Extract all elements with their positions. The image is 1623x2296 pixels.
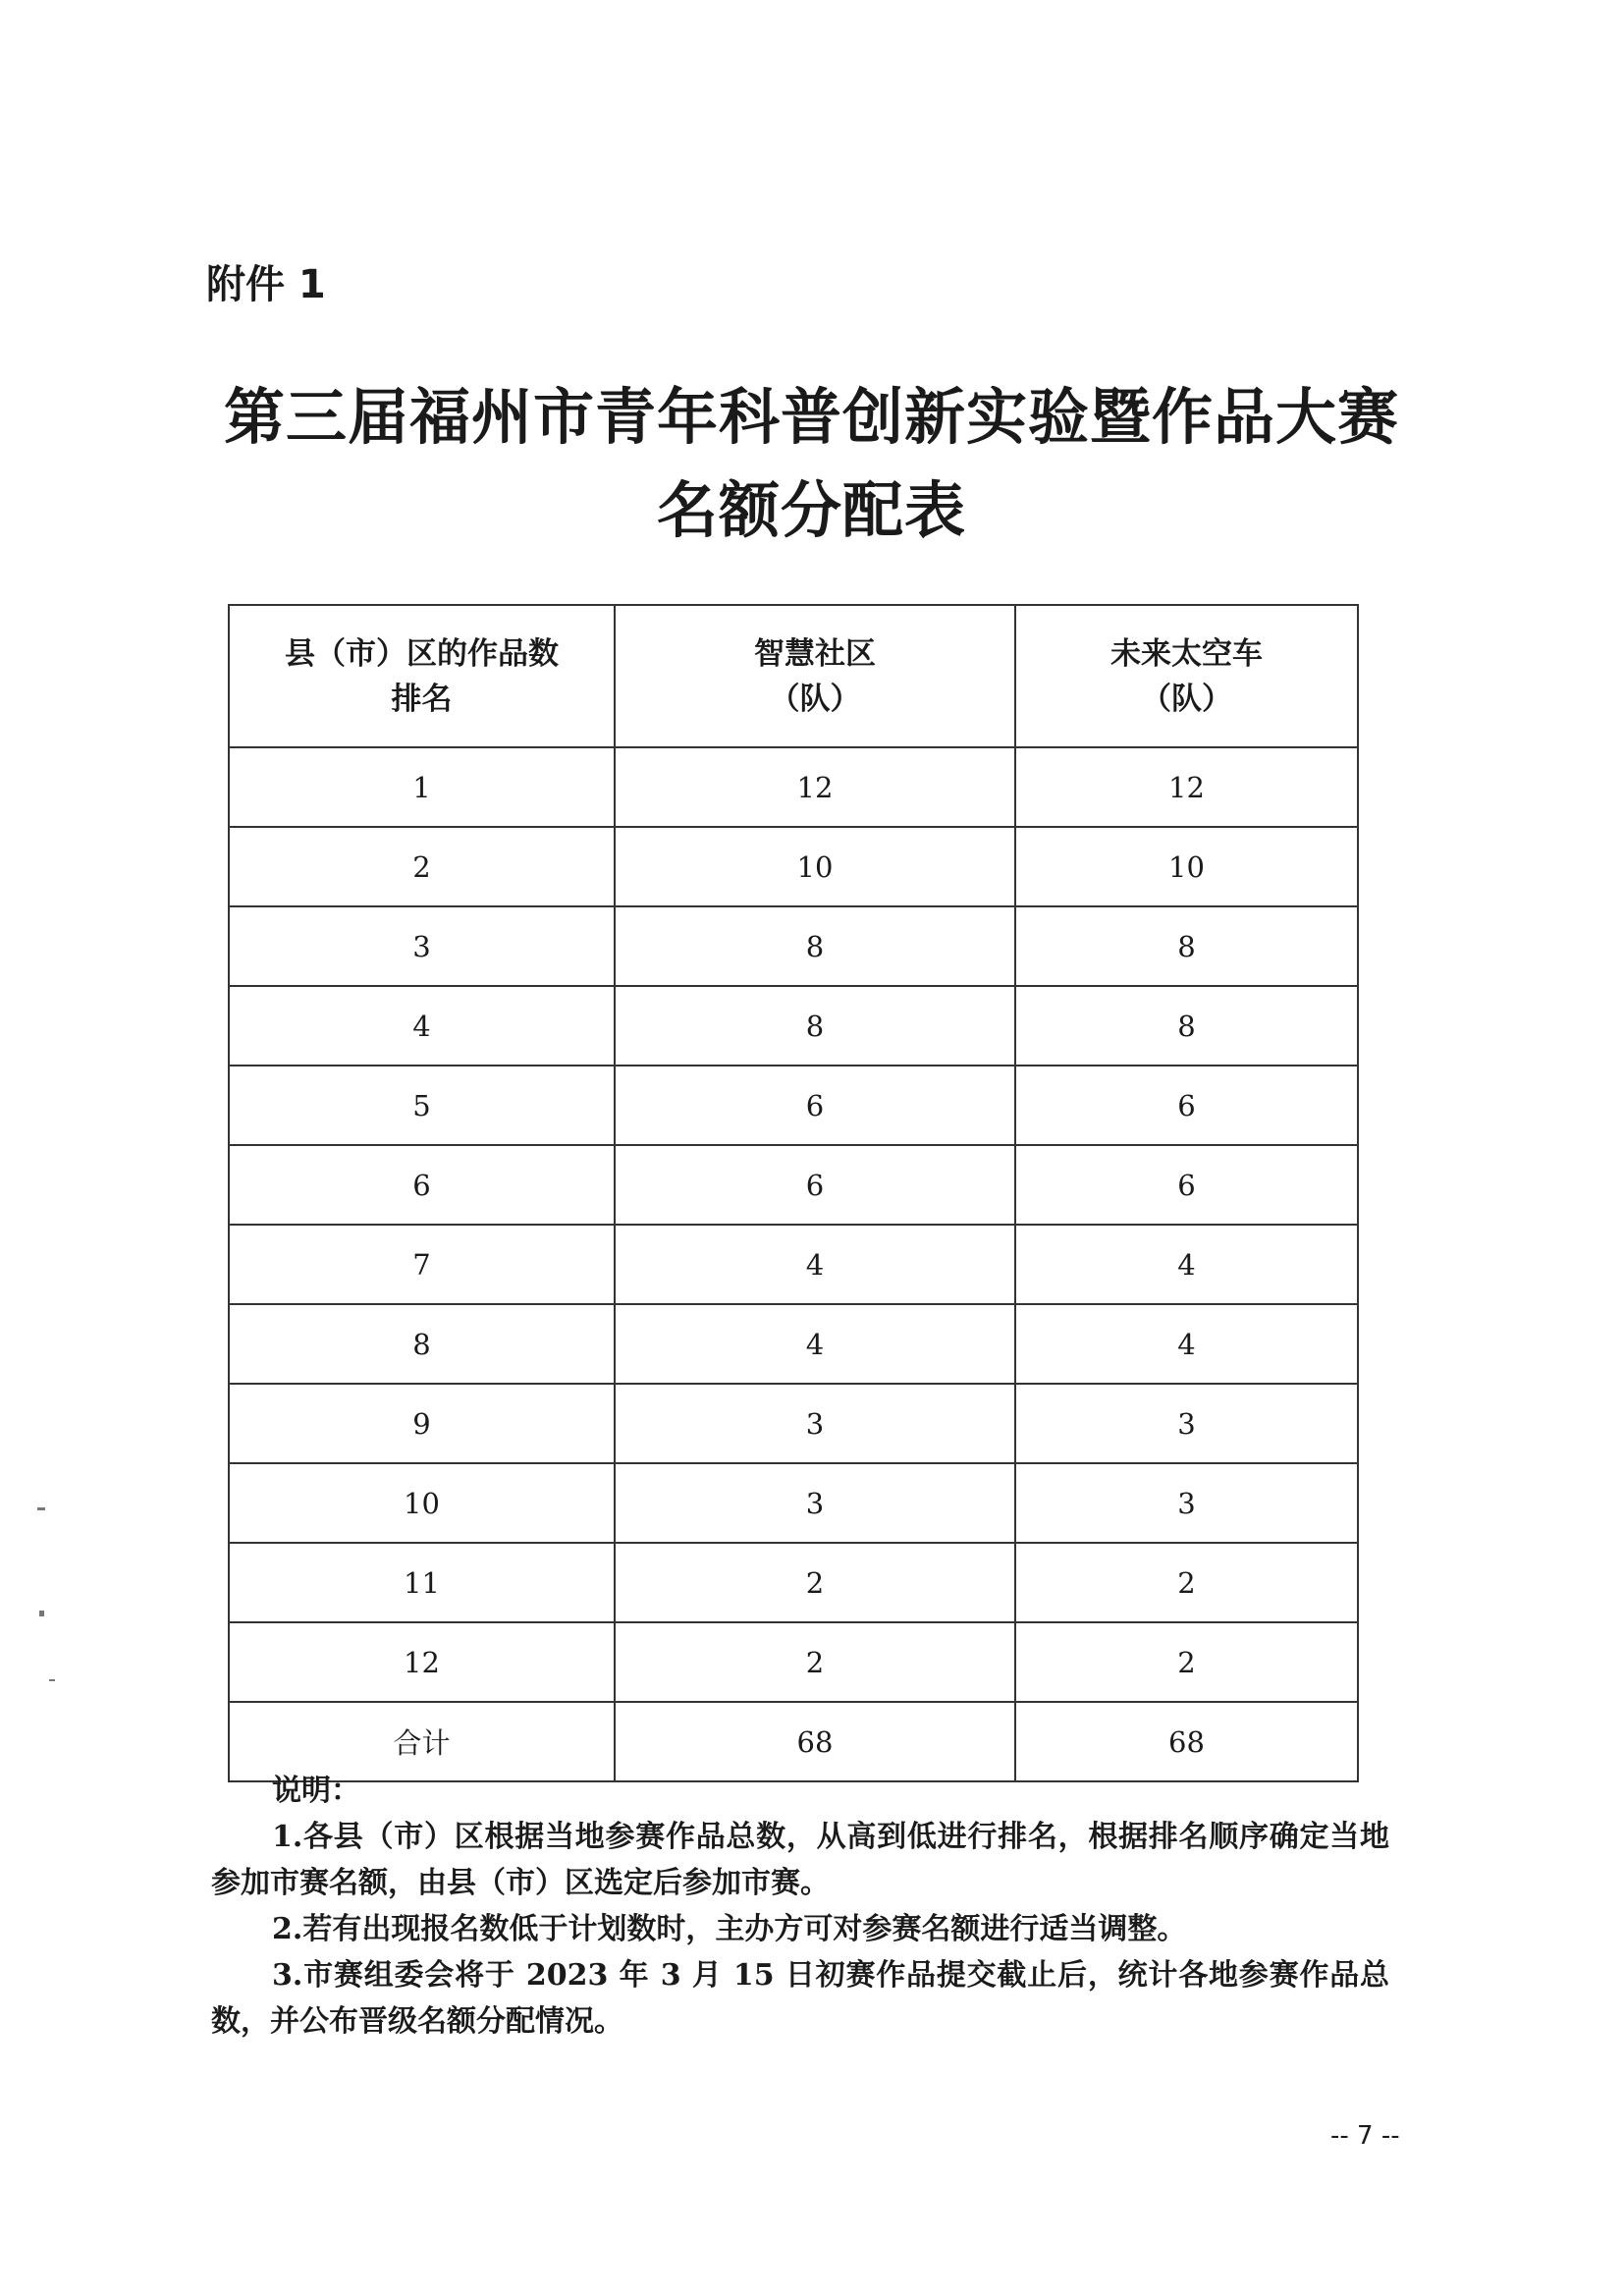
rank-cell: 11 <box>229 1543 615 1622</box>
notes-section <box>211 1768 1389 2045</box>
smart-community-cell: 4 <box>615 1304 1015 1384</box>
rank-cell: 12 <box>229 1622 615 1702</box>
space-vehicle-cell: 68 <box>1015 1702 1358 1781</box>
scan-speck <box>39 1611 44 1616</box>
space-vehicle-cell: 2 <box>1015 1543 1358 1622</box>
space-vehicle-cell: 8 <box>1015 906 1358 986</box>
table-row <box>229 827 1358 906</box>
header-smart-community <box>615 605 1015 747</box>
scan-speck <box>37 1507 45 1510</box>
quota-table <box>228 604 1359 1782</box>
table-row <box>229 1622 1358 1702</box>
document-title-line1: 第三届福州市青年科普创新实验暨作品大赛 <box>223 381 1399 453</box>
notes-heading: 说明： <box>272 1774 360 1808</box>
rank-cell: 2 <box>229 827 615 906</box>
rank-cell: 4 <box>229 986 615 1066</box>
header-rank-line2: 排名 <box>391 681 453 717</box>
space-vehicle-cell: 3 <box>1015 1384 1358 1463</box>
rank-cell: 合计 <box>229 1702 615 1781</box>
space-vehicle-cell: 6 <box>1015 1066 1358 1145</box>
rank-cell: 8 <box>229 1304 615 1384</box>
header-space-vehicle <box>1015 605 1358 747</box>
space-vehicle-cell: 8 <box>1015 986 1358 1066</box>
table-row <box>229 1543 1358 1622</box>
rank-cell: 6 <box>229 1145 615 1225</box>
table-header-row <box>229 605 1358 747</box>
header-rank <box>229 605 615 747</box>
table-row <box>229 906 1358 986</box>
rank-cell: 5 <box>229 1066 615 1145</box>
space-vehicle-cell: 2 <box>1015 1622 1358 1702</box>
space-vehicle-cell: 4 <box>1015 1304 1358 1384</box>
document-title-line2: 名额分配表 <box>656 474 966 546</box>
smart-community-cell: 2 <box>615 1622 1015 1702</box>
smart-community-cell: 2 <box>615 1543 1015 1622</box>
rank-cell: 7 <box>229 1225 615 1304</box>
space-vehicle-cell: 6 <box>1015 1145 1358 1225</box>
table-row <box>229 1145 1358 1225</box>
table-row <box>229 1066 1358 1145</box>
rank-cell: 1 <box>229 747 615 827</box>
smart-community-cell: 4 <box>615 1225 1015 1304</box>
smart-community-cell: 6 <box>615 1066 1015 1145</box>
note-item-3: 3.市赛组委会将于 2023 年 3 月 15 日初赛作品提交截止后，统计各地参赛作品总数，并公布晋级名额分配情况。 <box>211 1958 1389 2039</box>
space-vehicle-cell: 12 <box>1015 747 1358 827</box>
attachment-label: 附件 1 <box>206 262 326 307</box>
table-row <box>229 986 1358 1066</box>
smart-community-cell: 68 <box>615 1702 1015 1781</box>
note-item-1: 1.各县（市）区根据当地参赛作品总数，从高到低进行排名，根据排名顺序确定当地参加市赛名额，由县（市）区选定后参加市赛。 <box>211 1820 1389 1900</box>
space-vehicle-cell: 4 <box>1015 1225 1358 1304</box>
header-smart-community-line2: （队） <box>769 681 861 717</box>
table-row <box>229 1225 1358 1304</box>
table-row <box>229 747 1358 827</box>
table-row <box>229 1304 1358 1384</box>
space-vehicle-cell: 10 <box>1015 827 1358 906</box>
header-space-vehicle-line2: （队） <box>1141 681 1232 717</box>
rank-cell: 10 <box>229 1463 615 1543</box>
header-smart-community-line1: 智慧社区 <box>754 635 876 672</box>
smart-community-cell: 10 <box>615 827 1015 906</box>
page-number: -- 7 -- <box>1330 2121 1400 2151</box>
note-item-2: 2.若有出现报名数低于计划数时，主办方可对参赛名额进行适当调整。 <box>272 1912 1187 1946</box>
header-space-vehicle-line1: 未来太空车 <box>1110 635 1263 672</box>
smart-community-cell: 3 <box>615 1463 1015 1543</box>
table-row <box>229 1384 1358 1463</box>
smart-community-cell: 8 <box>615 986 1015 1066</box>
table-row <box>229 1463 1358 1543</box>
smart-community-cell: 8 <box>615 906 1015 986</box>
smart-community-cell: 3 <box>615 1384 1015 1463</box>
smart-community-cell: 12 <box>615 747 1015 827</box>
table-body <box>229 747 1358 1781</box>
header-rank-line1: 县（市）区的作品数 <box>285 635 559 672</box>
rank-cell: 9 <box>229 1384 615 1463</box>
space-vehicle-cell: 3 <box>1015 1463 1358 1543</box>
smart-community-cell: 6 <box>615 1145 1015 1225</box>
scan-speck <box>49 1679 55 1681</box>
rank-cell: 3 <box>229 906 615 986</box>
